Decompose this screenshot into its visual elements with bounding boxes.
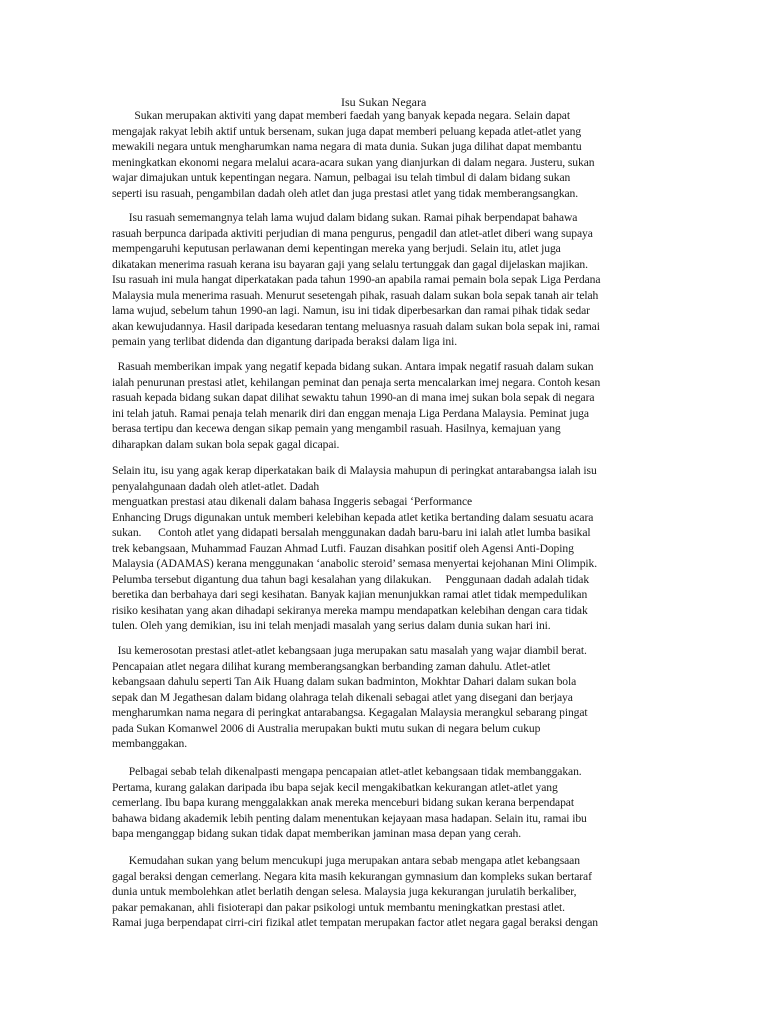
- paragraph-line: Isu rasuah ini mula hangat diperkatakan pada tahun 1990-an apabila ramai pemain bola sepak Liga Perdana: [112, 273, 601, 286]
- paragraph-line: bapa menganggap bidang sukan tidak dapat memberikan jaminan masa depan yang cerah.: [112, 827, 522, 840]
- paragraph-line: Sukan merupakan aktiviti yang dapat memberi faedah yang banyak kepada negara. Selain dapat: [112, 109, 570, 122]
- paragraph-line: Isu rasuah sememangnya telah lama wujud dalam bidang sukan. Ramai pihak berpendapat bahawa: [112, 211, 578, 224]
- paragraph-line: sukan. Contoh atlet yang didapati bersalah menggunakan dadah baru-baru ini ialah atlet lumba basikal: [112, 526, 591, 539]
- paragraph-line: trek kebangsaan, Muhammad Fauzan Ahmad Lutfi. Fauzan disahkan positif oleh Agensi Anti-Doping: [112, 541, 574, 555]
- paragraph-line: seperti isu rasuah, pengambilan dadah oleh atlet dan juga prestasi atlet yang tidak memberangsangkan.: [112, 186, 579, 200]
- paragraph-3: [112, 359, 657, 452]
- document-title: Isu Sukan Negara: [341, 95, 427, 109]
- paragraph-line: Selain itu, isu yang agak kerap diperkatakan baik di Malaysia mahupun di peringkat antarabangsa ialah isu: [112, 464, 597, 477]
- paragraph-line: ini telah jatuh. Ramai penaja telah menarik diri dan enggan menaja Liga Perdana Malaysia. Peminat juga: [112, 406, 589, 420]
- paragraph-line: diharapkan dalam sukan bola sepak gagal dicapai.: [112, 437, 340, 451]
- paragraph-line: tulen. Oleh yang demikian, isu ini telah menjadi masalah yang serius dalam dunia sukan hari ini.: [112, 619, 551, 632]
- paragraph-line: gagal beraksi dengan cemerlang. Negara kita masih kekurangan gymnasium dan kompleks sukan bertaraf: [112, 869, 592, 883]
- paragraph-5: [112, 643, 657, 752]
- paragraph-line: bahawa bidang akademik lebih penting dalam menentukan kejayaan masa hadapan. Selain itu, ramai ibu: [112, 811, 587, 825]
- paragraph-line: dikatakan menerima rasuah kerana isu bayaran gaji yang selalu tertunggak dan gagal dijelaskan majikan.: [112, 257, 588, 271]
- paragraph-line: pada Sukan Komanwel 2006 di Australia merupakan bukti mutu sukan di negara belum cukup: [112, 721, 541, 735]
- paragraph-line: kebangsaan dahulu seperti Tan Aik Huang dalam sukan badminton, Mokhtar Dahari dalam sukan bola: [112, 675, 577, 688]
- paragraph-line: mempengaruhi keputusan perlawanan demi kepentingan mereka yang berjudi. Selain itu, atlet juga: [112, 242, 561, 255]
- paragraph-4: [112, 463, 657, 634]
- paragraph-line: penyalahgunaan dadah oleh atlet-atlet. Dadah: [112, 479, 320, 493]
- paragraph-6: [112, 764, 657, 842]
- paragraph-line: Pencapaian atlet negara dilihat kurang memberangsangkan berbanding zaman dahulu. Atlet-atlet: [112, 659, 551, 673]
- paragraph-line: Pelbagai sebab telah dikenalpasti mengapa pencapaian atlet-atlet kebangsaan tidak membanggakan.: [112, 765, 582, 778]
- paragraph-line: mengharumkan nama negara di peringkat antarabangsa. Kegagalan Malaysia merangkul sebarang pingat: [112, 706, 588, 719]
- paragraph-1: [112, 108, 657, 201]
- paragraph-line: Malaysia (ADAMAS) kerana menggunakan ‘anabolic steroid’ semasa menyertai kejohanan Mini Olimpik.: [112, 557, 598, 570]
- paragraph-line: Pertama, kurang galakan daripada ibu bapa sejak kecil mengakibatkan kekurangan atlet-atlet yang: [112, 780, 558, 794]
- paragraph-7: [112, 853, 657, 931]
- paragraph-line: Isu kemerosotan prestasi atlet-atlet kebangsaan juga merupakan satu masalah yang wajar diambil berat.: [112, 644, 587, 657]
- paragraph-line: mewakili negara untuk mengharumkan nama negara di mata dunia. Sukan juga dilihat dapat membantu: [112, 140, 582, 153]
- paragraph-line: pemain yang terlibat didenda dan digantung daripada beraksi dalam liga ini.: [112, 335, 458, 348]
- paragraph-line: berasa tertipu dan kecewa dengan sikap pemain yang mengambil rasuah. Hasilnya, kemajuan yang: [112, 422, 561, 435]
- paragraph-line: risiko kesihatan yang akan dihadapi sekiranya mereka mampu mendapatkan kelebihan dengan cara tidak: [112, 603, 588, 617]
- paragraph-line: rasuah kepada bidang sukan dapat dilihat sewaktu tahun 1990-an di mana imej sukan bola sepak di negara: [112, 391, 595, 404]
- paragraph-line: Kemudahan sukan yang belum mencukupi juga merupakan antara sebab mengapa atlet kebangsaan: [112, 854, 580, 867]
- paragraph-line: sepak dan M Jegathesan dalam bidang olahraga telah dikenali sebagai atlet yang disegani dan berjaya: [112, 690, 573, 704]
- paragraph-line: meningkatkan ekonomi negara melalui acara-acara sukan yang dianjurkan di dalam negara. Justeru, sukan: [112, 155, 595, 169]
- paragraph-line: ialah penurunan prestasi atlet, kehilangan peminat dan penaja serta mencalarkan imej negara. Contoh kesan: [112, 375, 601, 389]
- paragraph-line: wajar dimajukan untuk kepentingan negara. Namun, pelbagai isu telah timbul di dalam bidang sukan: [112, 171, 571, 184]
- paragraph-line: pakar pemakanan, ahli fisioterapi dan pakar psikologi untuk membantu meningkatkan prestasi atlet.: [112, 900, 565, 914]
- paragraph-line: membanggakan.: [112, 737, 187, 750]
- paragraph-line: menguatkan prestasi atau dikenali dalam bahasa Inggeris sebagai ‘Performance: [112, 495, 473, 508]
- paragraph-line: Ramai juga berpendapat cirri-ciri fizikal atlet tempatan merupakan factor atlet negara gagal beraksi dengan: [112, 916, 598, 929]
- paragraph-line: Pelumba tersebut digantung dua tahun bagi kesalahan yang dilakukan. Penggunaan dadah adalah tidak: [112, 572, 590, 586]
- paragraph-line: Rasuah memberikan impak yang negatif kepada bidang sukan. Antara impak negatif rasuah dalam sukan: [112, 360, 594, 373]
- paragraph-line: cemerlang. Ibu bapa kurang menggalakkan anak mereka menceburi bidang sukan kerana berpendapat: [112, 796, 574, 809]
- paragraph-line: Malaysia mula menerima rasuah. Menurut sesetengah pihak, rasuah dalam sukan bola sepak tanah air telah: [112, 288, 599, 302]
- paragraph-2: [112, 210, 657, 350]
- paragraph-line: Enhancing Drugs digunakan untuk memberi kelebihan kepada atlet ketika bertanding dalam sesuatu acara: [112, 510, 594, 524]
- paragraph-line: rasuah berpunca daripada aktiviti perjudian di mana pengurus, pengadil dan atlet-atlet diberi wang supaya: [112, 226, 593, 240]
- paragraph-line: beretika dan berbahaya dari segi kesihatan. Banyak kajian menunjukkan ramai atlet tidak mempedulikan: [112, 588, 588, 601]
- paragraph-line: lama wujud, sebelum tahun 1990-an lagi. Namun, isu ini tidak diperbesarkan dan ramai pihak tidak sedar: [112, 304, 590, 317]
- paragraph-line: mengajak rakyat lebih aktif untuk bersenam, sukan juga dapat memberi peluang kepada atlet-atlet yang: [112, 124, 582, 138]
- paragraph-line: akan kewujudannya. Hasil daripada kesedaran tentang meluasnya rasuah dalam sukan bola sepak ini, ramai: [112, 319, 600, 333]
- paragraph-line: dunia untuk membolehkan atlet berlatih dengan selesa. Malaysia juga kekurangan jurulatih berkaliber,: [112, 885, 577, 898]
